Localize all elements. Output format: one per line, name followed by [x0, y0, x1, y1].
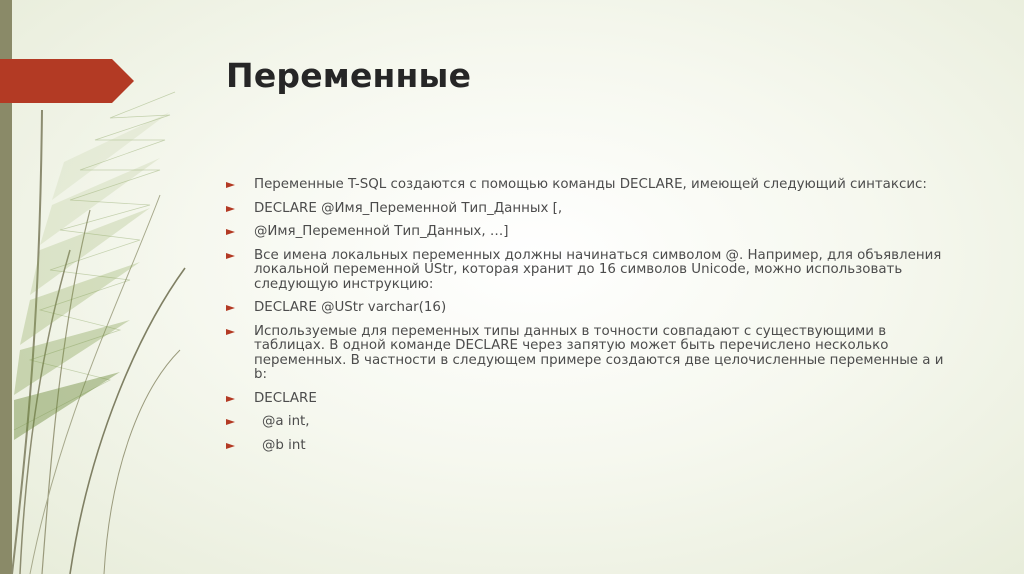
arrow-bullet-icon	[226, 443, 235, 449]
bullet-list	[226, 178, 946, 462]
bullet-text: @b int	[262, 437, 306, 453]
title-arrow-tab	[0, 59, 134, 103]
list-item	[226, 439, 946, 454]
arrow-bullet-icon	[226, 206, 235, 212]
list-item	[226, 415, 946, 430]
list-item	[226, 249, 946, 293]
arrow-bullet-icon	[226, 253, 235, 259]
bullet-text: @a int,	[262, 414, 310, 429]
bullet-text: Используемые для переменных типы данных в точности совпадают с существующими в таблицах. В одной команде DECLARE через запятую может быть перечислено несколько переменных. В частности в следующем примере создаются две целочисленные переменные a и b:	[254, 323, 944, 382]
arrow-bullet-icon	[226, 182, 235, 188]
bullet-text: Переменные T-SQL создаются с помощью команды DECLARE, имеющей следующий синтаксис:	[254, 177, 927, 192]
arrow-bullet-icon	[226, 419, 235, 425]
list-item	[226, 178, 946, 193]
arrow-bullet-icon	[226, 305, 235, 311]
list-item	[226, 301, 946, 316]
list-item	[226, 325, 946, 383]
list-item	[226, 202, 946, 217]
arrow-bullet-icon	[226, 229, 235, 235]
bullet-text: DECLARE	[254, 390, 317, 406]
bullet-text: Все имена локальных переменных должны начинаться символом @. Например, для объявления локальной переменной UStr, которая хранит до 16 символов Unicode, можно использовать следующую инструкцию:	[254, 247, 942, 292]
arrow-bullet-icon	[226, 329, 235, 335]
bullet-text: DECLARE @Имя_Переменной Тип_Данных [,	[254, 200, 563, 216]
bullet-text: @Имя_Переменной Тип_Данных, …]	[254, 224, 509, 239]
list-item	[226, 392, 946, 407]
list-item	[226, 225, 946, 240]
arrow-bullet-icon	[226, 396, 235, 402]
bullet-text: DECLARE @UStr varchar(16)	[254, 300, 447, 315]
slide-title: Переменные	[226, 56, 472, 95]
